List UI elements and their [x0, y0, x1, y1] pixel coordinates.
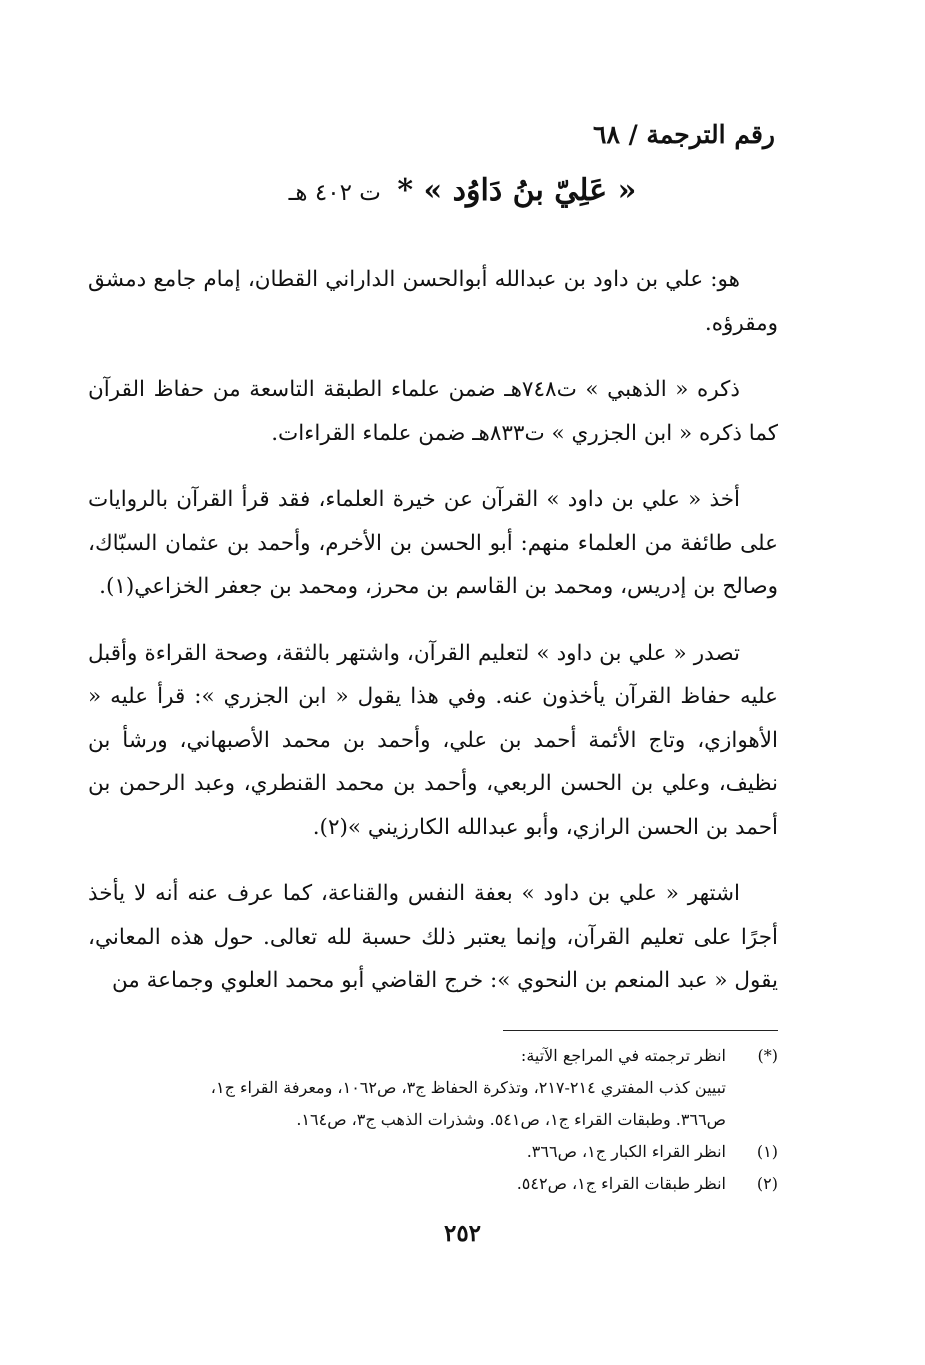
biography-title	[100, 165, 825, 219]
footnote-marker: (*)	[757, 1046, 778, 1065]
paragraph: أخذ « علي بن داود » القرآن عن خيرة العلماء، فقد قرأ القرآن بالروايات على طائفة من العلماء منهم: أبو الحسن بن الأخرم، وأحمد بن عثمان السبّاك، وصالح بن إدريس، ومحمد بن القاسم بن محرز، ومحمد بن جعفر الخزاعي(١).	[88, 487, 778, 599]
biography-body	[88, 258, 778, 1026]
title-name: « عَلِيّ بنُ دَاوُد » *	[397, 173, 637, 208]
footnote-text: انظر القراء الكبار ج١، ص٣٦٦.	[526, 1142, 726, 1161]
entry-number: رقم الترجمة / ٦٨	[593, 120, 775, 149]
paragraph: تصدر « علي بن داود » لتعليم القرآن، واشتهر بالثقة، وصحة القراءة وأقبل عليه حفاظ القرآن يأخذون عنه. وفي هذا يقول « ابن الجزري »: قرأ عليه « الأهوازي، وتاج الأئمة أحمد بن علي، وأحمد بن محمد الأصبهاني، ورشأ بن نظيف، وعلي بن الحسن الربعي، وأحمد بن محمد القنطري، وعبد الرحمن بن أحمد بن الحسن الرازي، وأبو عبدالله الكارزيني »(٢).	[88, 640, 778, 840]
footnote-references: ص٣٦٦. وطبقات القراء ج١، ص٥٤١. وشذرات الذهب ج٣، ص١٦٤.	[296, 1110, 726, 1129]
footnote-text: انظر طبقات القراء ج١، ص٥٤٢.	[516, 1174, 726, 1193]
paragraph: ذكره « الذهبي » ت٧٤٨هـ ضمن علماء الطبقة التاسعة من حفاظ القرآن كما ذكره « ابن الجزري » ت٨٣٣هـ ضمن علماء القراءات.	[88, 377, 778, 446]
footnote-1	[88, 1136, 778, 1168]
paragraph: هو: علي بن داود بن عبدالله أبوالحسن الداراني القطان، إمام جامع دمشق ومقرؤه.	[88, 267, 778, 336]
footnote-2	[88, 1168, 778, 1200]
footnote-star	[88, 1040, 778, 1072]
footnote-divider	[503, 1030, 778, 1031]
footnote-references: تبيين كذب المفتري ٢١٤-٢١٧، وتذكرة الحفاظ ج٣، ص١٠٦٢، ومعرفة القراء ج١،	[210, 1078, 726, 1097]
footnote-marker: (٢)	[756, 1174, 778, 1193]
death-date: ت ٤٠٢ هـ	[288, 180, 381, 206]
footnotes	[88, 1040, 778, 1200]
footnote-text: انظر ترجمته في المراجع الآتية:	[520, 1046, 726, 1065]
paragraph: اشتهر « علي بن داود » بعفة النفس والقناعة، كما عرف عنه أنه لا يأخذ أجرًا على تعليم القرآن، وإنما يعتبر ذلك حسبة لله تعالى. حول هذه المعاني، يقول « عبد المنعم بن النحوي »: خرج القاضي أبو محمد العلوي وجماعة من	[88, 881, 778, 993]
footnote-marker: (١)	[756, 1142, 778, 1161]
page-number: ٢٥٢	[443, 1220, 482, 1247]
